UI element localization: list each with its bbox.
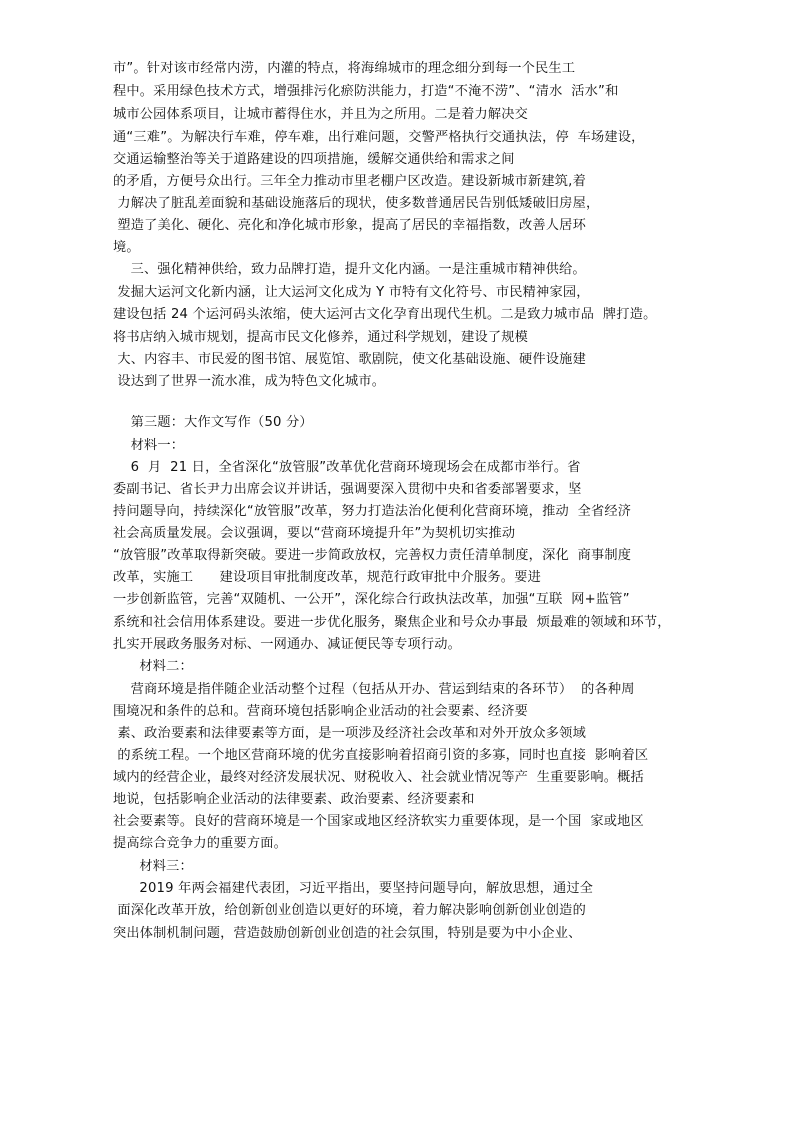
text-line: 2019 年两会福建代表团，习近平指出，要坚持问题导向，解放思想，通过全 xyxy=(113,881,594,896)
text-line: 材料二： xyxy=(113,659,193,674)
text-line: 境。 xyxy=(113,240,140,255)
text-line: 设达到了世界一流水准，成为特色文化城市。 xyxy=(113,374,386,389)
text-line: 市”。针对该市经常内涝，内灌的特点，将海绵城市的理念细分到每一个民生工 xyxy=(113,61,576,76)
text-line: 素、政治要素和法律要素等方面，是一项涉及经济社会改革和对外开放众多领域 xyxy=(113,726,586,741)
text-line: 交通运输整治等关于道路建设的四项措施，缓解交通供给和需求之间 xyxy=(113,152,515,167)
text-line: 提高综合竞争力的重要方面。 xyxy=(113,836,288,851)
text-line: 三、强化精神供给，致力品牌打造，提升文化内涵。一是注重城市精神供给。 xyxy=(113,262,586,277)
text-line: 通“三难”。为解决行车难，停车难，出行难问题，交警严格执行交通执法，停 车场建设， xyxy=(113,130,645,145)
text-line: 突出体制机制问题，营造鼓励创新创业创造的社会氛围，特别是要为中小企业、 xyxy=(113,926,582,941)
text-line: 6 月 21 日，全省深化“放管服”改革优化营商环境现场会在成都市举行。省 xyxy=(113,460,581,475)
text-line: 发掘大运河文化新内涵，让大运河文化成为 Y 市特有文化符号、市民精神家园， xyxy=(113,285,590,300)
text-line: 第三题：大作文写作（50 分） xyxy=(113,415,313,430)
text-line: 社会高质量发展。会议强调，要以“营商环境提升年”为契机切实推动 xyxy=(113,526,516,541)
text-line: 地说，包括影响企业活动的法律要素、政治要素、经济要素和 xyxy=(113,792,475,807)
text-line: 域内的经营企业，最终对经济发展状况、财税收入、社会就业情况等产 生重要影响。概括 xyxy=(113,770,644,785)
text-line: 一步创新监管，完善“双随机、一公开”，深化综合行政执法改革，加强“互联 网+监管” xyxy=(113,592,630,607)
text-line: 持问题导向，持续深化“放管服”改革，努力打造法治化便利化营商环境，推动 全省经济 xyxy=(113,504,632,519)
text-line: 城市公园体系项目，让城市蓄得住水，并且为之所用。二是着力解决交 xyxy=(113,107,529,122)
text-line: 系统和社会信用体系建设。要进一步优化服务，聚焦企业和号众办事最 烦最难的领域和环节， xyxy=(113,615,671,630)
text-line: 大、内容丰、市民爱的图书馆、展览馆、歌剧院，使文化基础设施、硬件设施建 xyxy=(113,352,586,367)
text-line: 改革，实施工 建设项目审批制度改革，规范行政审批中介服务。要进 xyxy=(113,570,541,585)
text-line: 材料一： xyxy=(113,438,185,453)
text-line: 程中。采用绿色技术方式，增强排污化瘀防洪能力，打造“不淹不涝”、“清水 活水”和 xyxy=(113,84,619,99)
text-line: 面深化改革开放，给创新创业创造以更好的环境，着力解决影响创新创业创造的 xyxy=(113,903,586,918)
text-line: 围境况和条件的总和。营商环境包括影响企业活动的社会要素、经济要 xyxy=(113,704,529,719)
text-line: 的矛盾，方便号众出行。三年全力推动市里老棚户区改造。建设新城市新建筑,着 xyxy=(113,174,586,189)
text-line: 委副书记、省长尹力出席会议并讲话，强调要深入贯彻中央和省委部署要求，坚 xyxy=(113,482,582,497)
text-line: 建设包括 24 个运河码头浓缩，使大运河古文化孕育出现代生机。二是致力城市品 牌打造。 xyxy=(113,307,657,322)
text-line: 材料三： xyxy=(113,859,193,874)
text-line: 的系统工程。一个地区营商环境的优劣直接影响着招商引资的多寡，同时也直接 影响着区 xyxy=(113,748,649,763)
text-line: 力解决了脏乱差面貌和基础设施落后的现状，使多数普通居民告别低矮破旧房屋， xyxy=(113,196,600,211)
text-line: “放管服”改革取得新突破。要进一步简政放权，完善权力责任清单制度，深化 商事制度 xyxy=(113,548,632,563)
text-line: 社会要素等。良好的营商环境是一个国家或地区经济软实力重要体现，是一个国 家或地区 xyxy=(113,814,644,829)
text-line: 扎实开展政务服务对标、一网通办、减证便民等专项行动。 xyxy=(113,637,462,652)
text-line: 塑造了美化、硬化、亮化和净化城市形象，提高了居民的幸福指数，改善人居环 xyxy=(113,218,586,233)
text-line: 营商环境是指伴随企业活动整个过程（包括从开办、营运到结束的各环节） 的各种周 xyxy=(113,682,635,697)
text-line: 将书店纳入城市规划，提高市民文化修养，通过科学规划，建设了规模 xyxy=(113,330,529,345)
